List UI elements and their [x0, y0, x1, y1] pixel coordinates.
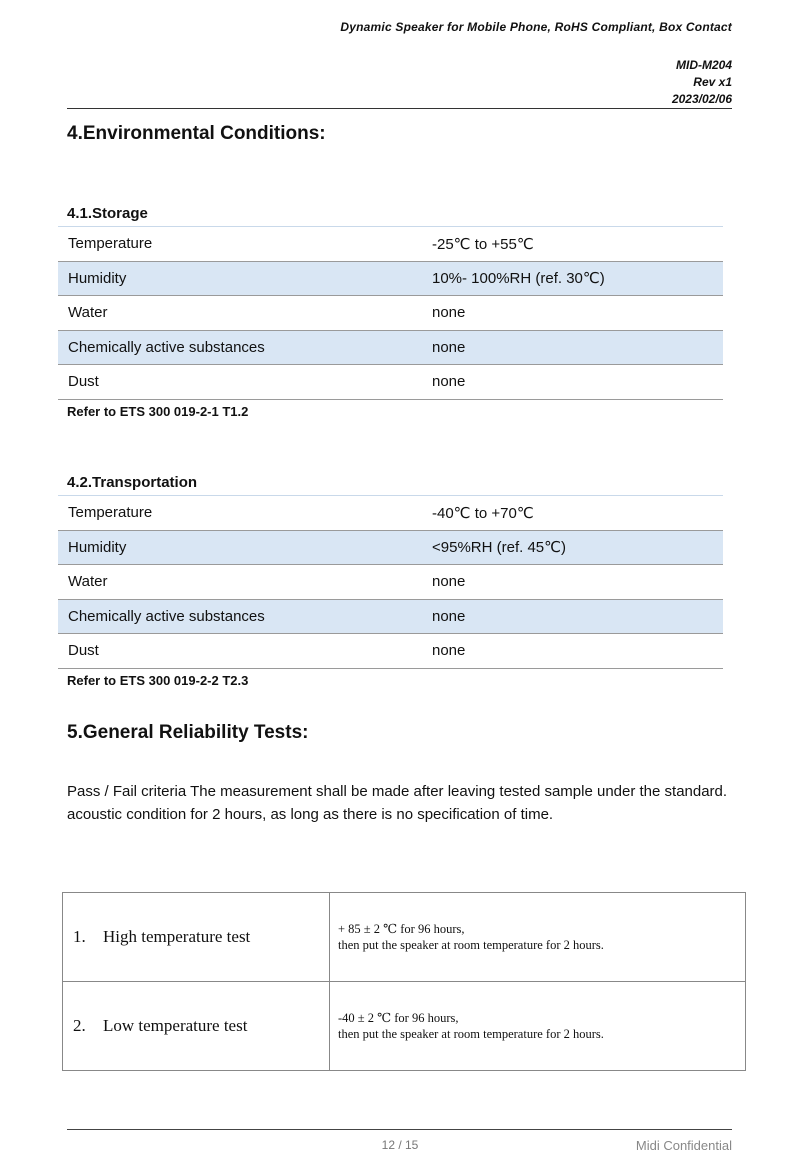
value-cell: -40℃ to +70℃ [432, 504, 534, 522]
test-number: 1. [73, 927, 86, 946]
part-number: MID-M204 [675, 58, 732, 72]
criteria-line-2: acoustic condition for 2 hours, as long as there is no specification of time. [67, 806, 554, 823]
storage-heading: 4.1.Storage [67, 205, 148, 222]
criteria-paragraph [67, 780, 729, 826]
parameter-cell: Humidity [68, 269, 127, 287]
parameter-cell: Dust [68, 642, 99, 660]
table-row [58, 565, 723, 600]
section-5-heading: 5.General Reliability Tests: [67, 722, 309, 743]
revision: Rev x1 [693, 75, 732, 89]
transportation-table [58, 495, 723, 669]
transportation-heading: 4.2.Transportation [67, 474, 198, 491]
document-date: 2023/02/06 [671, 92, 732, 106]
document-title: Dynamic Speaker for Mobile Phone, RoHS Compliant, Box Contact [340, 20, 732, 34]
condition-line-2: then put the speaker at room temperature for 2 hours. [338, 938, 604, 952]
transportation-reference: Refer to ETS 300 019-2-2 T2.3 [67, 673, 249, 688]
value-cell: none [432, 573, 466, 591]
condition-line-1: + 85 ± 2 ℃ for 96 hours, [338, 922, 465, 936]
value-cell: 10%- 100%RH (ref. 30℃) [432, 270, 605, 288]
reliability-test-table [62, 892, 746, 1071]
criteria-line-1: Pass / Fail criteria The measurement shall be made after leaving tested sample under the standard. [67, 783, 728, 800]
storage-table [58, 226, 723, 400]
table-row [58, 496, 723, 531]
footer-divider [67, 1129, 732, 1130]
test-condition-cell [330, 982, 746, 1071]
test-name: High temperature test [103, 927, 251, 946]
test-name-cell [63, 982, 330, 1071]
confidential-label: Midi Confidential [635, 1138, 732, 1153]
header-divider [67, 108, 732, 109]
test-name-cell [63, 893, 330, 982]
parameter-cell: Temperature [68, 504, 153, 522]
storage-reference: Refer to ETS 300 019-2-1 T1.2 [67, 404, 249, 419]
parameter-cell: Water [68, 304, 108, 322]
table-row [58, 365, 723, 400]
table-row [58, 331, 723, 366]
parameter-cell: Water [68, 573, 108, 591]
table-row [58, 262, 723, 297]
parameter-cell: Temperature [68, 235, 153, 253]
value-cell: none [432, 373, 466, 391]
table-row [63, 982, 746, 1071]
condition-line-2: then put the speaker at room temperature for 2 hours. [338, 1027, 604, 1041]
table-row [58, 296, 723, 331]
value-cell: none [432, 607, 466, 625]
test-number: 2. [73, 1016, 86, 1035]
value-cell: none [432, 338, 466, 356]
parameter-cell: Chemically active substances [68, 607, 265, 625]
page-number: 12 / 15 [381, 1138, 419, 1152]
table-row [63, 893, 746, 982]
table-row [58, 227, 723, 262]
parameter-cell: Chemically active substances [68, 338, 265, 356]
value-cell: none [432, 642, 466, 660]
table-row [58, 600, 723, 635]
parameter-cell: Humidity [68, 538, 127, 556]
document-meta [672, 57, 732, 108]
parameter-cell: Dust [68, 373, 99, 391]
value-cell: none [432, 304, 466, 322]
table-row [58, 531, 723, 566]
value-cell: <95%RH (ref. 45℃) [432, 539, 566, 557]
section-4-heading: 4.Environmental Conditions: [67, 123, 326, 144]
value-cell: -25℃ to +55℃ [432, 235, 534, 253]
condition-line-1: -40 ± 2 ℃ for 96 hours, [338, 1011, 459, 1025]
test-name: Low temperature test [103, 1016, 248, 1035]
table-row [58, 634, 723, 669]
test-condition-cell [330, 893, 746, 982]
